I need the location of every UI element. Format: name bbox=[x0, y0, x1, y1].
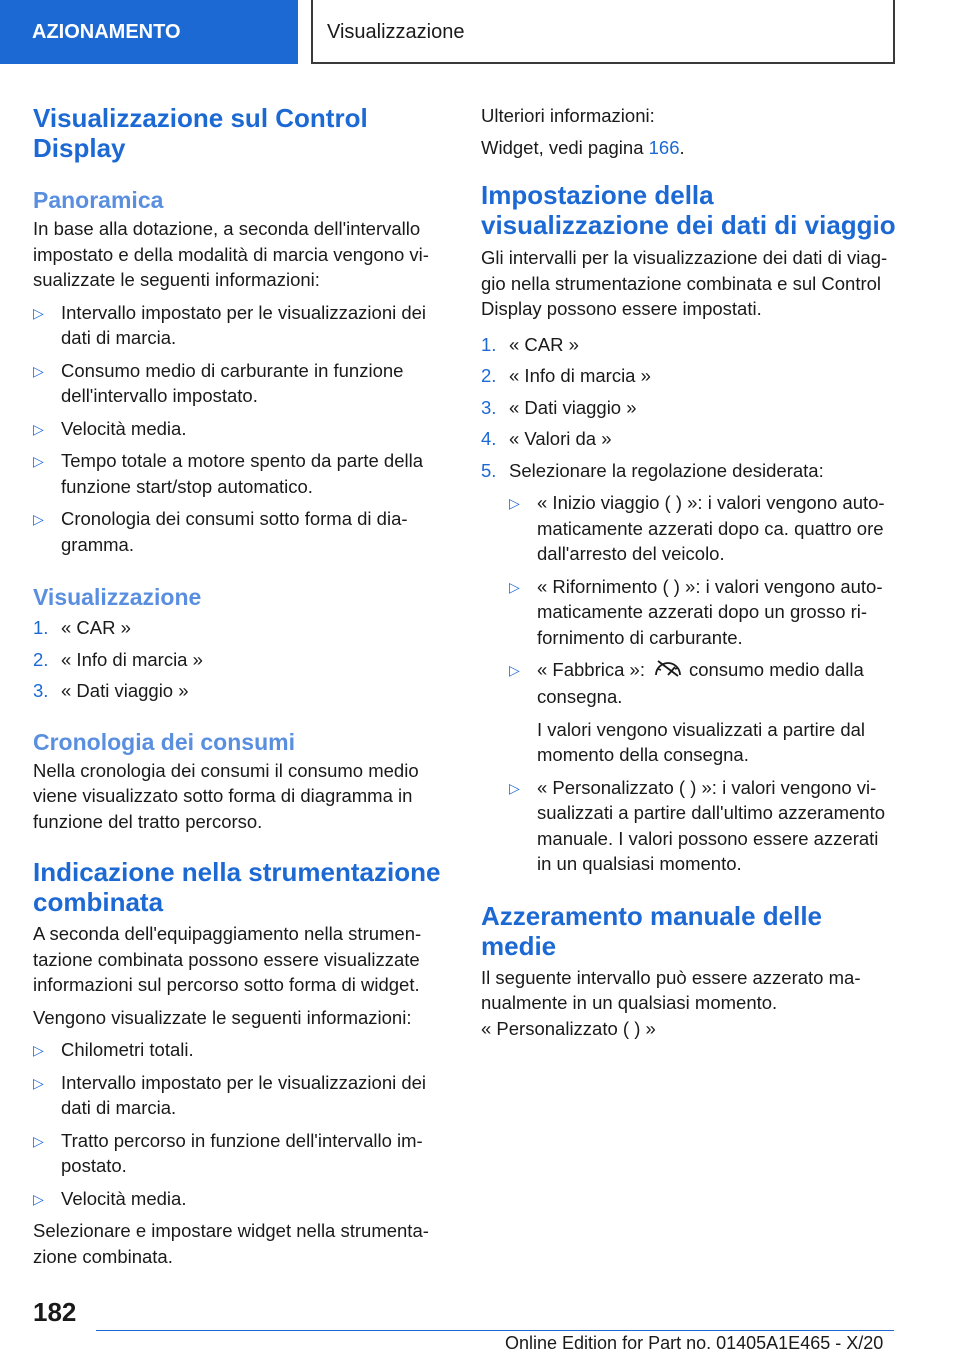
footer-divider bbox=[96, 1330, 894, 1331]
bullet-triangle-icon: ▷ bbox=[33, 453, 44, 469]
bullet-triangle-icon: ▷ bbox=[33, 304, 44, 321]
bullet-triangle-icon: ▷ bbox=[33, 420, 44, 437]
header-section: AZIONAMENTO bbox=[0, 0, 298, 64]
heading-reset: Azzeramento manuale delle medie bbox=[481, 900, 822, 961]
page-link[interactable]: 166 bbox=[648, 136, 680, 158]
reset-paragraph: Il seguente intervallo può essere azzerato manualmente in un qualsiasi momento. bbox=[481, 966, 861, 1014]
heading-cluster: Indicazione nella strumentazione combinata bbox=[33, 857, 441, 917]
list-item: ▷ Velocità media. bbox=[33, 416, 443, 442]
factory-icon bbox=[653, 658, 683, 685]
overview-list bbox=[33, 300, 443, 558]
step-item: 3. « Dati viaggio » bbox=[33, 680, 189, 701]
list-item: ▷ Cronologia dei consumi sotto forma di diagramma. bbox=[33, 508, 408, 555]
bullet-triangle-icon: ▷ bbox=[33, 1132, 44, 1149]
setting-paragraph: Gli intervalli per la visualizzazione dei dati di viaggio nella strumentazione combinata e sul Control Display possono essere impostati. bbox=[481, 247, 888, 319]
reset-paragraph-2: « Personalizzato ( ) » bbox=[481, 1017, 656, 1039]
bullet-triangle-icon: ▷ bbox=[33, 511, 44, 527]
bullet-triangle-icon: ▷ bbox=[33, 1074, 44, 1091]
factory-note: I valori vengono visualizzati a partire dal momento della consegna. bbox=[537, 718, 866, 766]
header-topic: Visualizzazione bbox=[311, 0, 895, 64]
list-item: ▷ Tratto percorso in funzione dell'intervallo impostato. bbox=[33, 1129, 423, 1176]
heading-display: Visualizzazione bbox=[33, 584, 202, 610]
cluster-list bbox=[33, 1037, 443, 1211]
bullet-triangle-icon: ▷ bbox=[509, 779, 520, 796]
option-item-trip: ▷ « Inizio viaggio ( ) »: i valori vengono automaticamente azzerati dopo ca. quattro ore dall'arresto del veicolo. bbox=[509, 492, 885, 564]
bullet-triangle-icon: ▷ bbox=[509, 578, 520, 595]
step-item: 3. « Dati viaggio » bbox=[481, 396, 637, 418]
list-item: ▷ Velocità media. bbox=[33, 1186, 443, 1212]
list-item: ▷ Consumo medio di carburante in funzione dell'intervallo impostato. bbox=[33, 359, 404, 406]
history-paragraph: Nella cronologia dei consumi il consumo medio viene visualizzato sotto forma di diagramma in funzione del tratto percorso. bbox=[33, 759, 419, 832]
list-item: ▷ Chilometri totali. bbox=[33, 1037, 443, 1063]
step-item: 4. « Valori da » bbox=[481, 428, 612, 449]
left-column bbox=[33, 103, 443, 1269]
right-column bbox=[481, 103, 897, 1041]
setting-options bbox=[509, 490, 897, 877]
heading-history: Cronologia dei consumi bbox=[33, 728, 295, 755]
bullet-triangle-icon: ▷ bbox=[33, 362, 44, 379]
overview-paragraph: In base alla dotazione, a seconda dell'intervallo impostato e della modalità di marcia vengono visualizzate le seguenti informazioni: bbox=[33, 218, 429, 290]
heading-overview: Panoramica bbox=[33, 187, 164, 213]
footer-edition: Online Edition for Part no. 01405A1E465 - X/20 bbox=[505, 1333, 884, 1353]
bullet-triangle-icon: ▷ bbox=[33, 1190, 44, 1207]
list-item: ▷ Intervallo impostato per le visualizzazioni dei dati di marcia. bbox=[33, 301, 427, 348]
bullet-triangle-icon: ▷ bbox=[33, 1042, 44, 1058]
option-item-factory: ▷ « Fabbrica »: consumo medio dalla consegna. I valori vengono visualizzati a partire dal momento della consegna. bbox=[509, 657, 897, 768]
cluster-paragraph-3: Selezionare e impostare widget nella strumentazione combinata. bbox=[33, 1220, 429, 1267]
option-item-custom: ▷ « Personalizzato ( ) »: i valori vengono visualizzati a partire dall'ultimo azzeramento manuale. I valori possono essere azzerati in un qualsiasi momento. bbox=[509, 776, 885, 875]
widget-ref-paragraph: Widget, vedi pagina 166. bbox=[481, 136, 685, 158]
step-item: 2. « Info di marcia » bbox=[481, 365, 651, 386]
bullet-triangle-icon: ▷ bbox=[509, 662, 520, 678]
bullet-triangle-icon: ▷ bbox=[509, 495, 520, 511]
cluster-paragraph-2: Vengono visualizzate le seguenti informazioni: bbox=[33, 1006, 412, 1028]
page-number: 182 bbox=[33, 1297, 77, 1327]
heading-setting: Impostazione della visualizzazione dei dati di viaggio bbox=[481, 180, 896, 240]
more-info-paragraph: Ulteriori informazioni: bbox=[481, 105, 655, 126]
step-item: 1. « CAR » bbox=[481, 333, 579, 355]
option-item-refuel: ▷ « Rifornimento ( ) »: i valori vengono automaticamente azzerati dopo un grosso rifornimento di carburante. bbox=[509, 575, 883, 648]
list-item: ▷ Tempo totale a motore spento da parte della funzione start/stop automatico. bbox=[33, 450, 424, 497]
setting-steps bbox=[481, 332, 897, 877]
cluster-paragraph: A seconda dell'equipaggiamento nella strumentazione combinata possono essere visualizzate informazioni sul percorso sotto forma di widget. bbox=[33, 923, 422, 995]
step-item: 2. « Info di marcia » bbox=[33, 648, 203, 670]
list-item: ▷ Intervallo impostato per le visualizzazioni dei dati di marcia. bbox=[33, 1071, 427, 1118]
heading-control-display: Visualizzazione sul Control Display bbox=[33, 103, 368, 163]
display-steps bbox=[33, 615, 443, 704]
step-item: 1. « CAR » bbox=[33, 617, 131, 638]
step-item: 5. Selezionare la regolazione desiderata: ▷ « Inizio viaggio ( ) »: i valori vengono automaticamente azzerati dopo ca. quattro ore dall'arresto del veicolo. ▷ « Rifornimento ( ) »: i valori vengono automaticamente azzerati dopo un grosso rifornimento di carburante. ▷ « Fabbrica »: consumo medio dalla consegna. I valori vengono visualizzati a partire dal momento della consegna. ▷ « Personalizzato ( ) »: i valori vengono visualizzati a partire dall'ultimo azzeramento manuale. I valori possono essere azzerati in un qualsiasi momento. bbox=[481, 458, 897, 877]
